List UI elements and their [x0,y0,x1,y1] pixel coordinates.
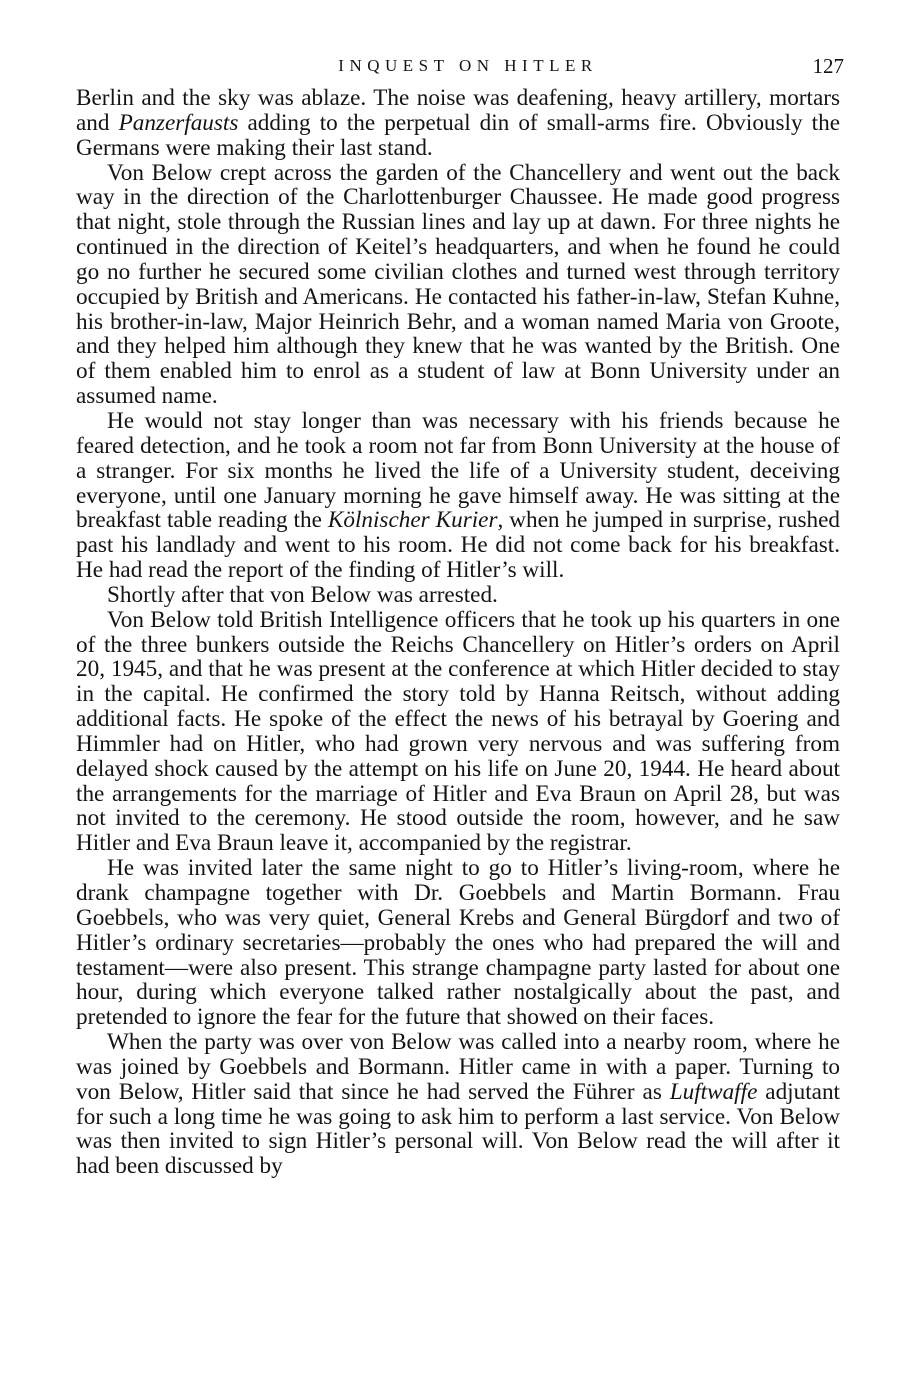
paragraph [76,409,840,583]
body-text [76,86,840,1179]
italic-text: Panzerfausts [118,109,239,136]
text-run: When the party was over von Below was called into a nearby room, where he was joined by Goebbels and Bormann. Hitler came in with a paper. Turning to von Below, Hitler said that since he had served the Führer as [76,1029,840,1105]
text-run: He would not stay longer than was necessary with his friends because he feared detection, and he took a room not far from Bonn University at the house of a stranger. For six months he lived the life of a University student, deceiving everyone, until one January morning he gave himself away. He was sitting at the breakfast table reading the [76,407,840,534]
text-run: adjutant for such a long time he was going to ask him to perform a last service. Von Below was then invited to sign Hitler’s personal will. Von Below read the will after it had been discussed by [76,1078,840,1180]
italic-text: Luftwaffe [669,1078,758,1105]
text-run: He was invited later the same night to go to Hitler’s living-room, where he drank champagne together with Dr. Goebbels and Martin Bormann. Frau Goebbels, who was very quiet, General Krebs and General Bürgdorf and two of Hitler’s ordinary secretaries—probably the ones who had prepared the will and testament—were also present. This strange champagne party lasted for about one hour, during which everyone talked rather nostalgically about the past, and pretended to ignore the fear for the future that showed on their faces. [76,855,840,1031]
paragraph [76,608,840,856]
paragraph [76,856,840,1030]
paragraph [76,583,840,608]
text-run: Von Below told British Intelligence officers that he took up his quarters in one of the three bunkers outside the Reichs Chancellery on Hitler’s orders on April 20, 1945, and that he was present at the conference at which Hitler decided to stay in the capital. He confirmed the story told by Hanna Reitsch, without adding additional facts. He spoke of the effect the news of his betrayal by Goering and Himmler had on Hitler, who had grown very nervous and was suffering from delayed shock caused by the attempt on his life on June 20, 1944. He heard about the arrangements for the marriage of Hitler and Eva Braun on April 28, but was not invited to the ceremony. He stood outside the room, however, and he saw Hitler and Eva Braun leave it, accompanied by the registrar. [76,606,840,857]
paragraph [76,161,840,409]
text-run: Von Below crept across the garden of the Chancellery and went out the back way in the direction of the Charlottenburger Chaussee. He made good progress that night, stole through the Russian lines and lay up at dawn. For three nights he continued in the direction of Keitel’s headquarters, and when he found he could go no further he secured some civilian clothes and turned west through territory occupied by British and Americans. He contacted his father-in-law, Stefan Kuhne, his brother-in-law, Major Heinrich Behr, and a woman named Maria von Groote, and they helped him although they knew that he was wanted by the British. One of them enabled him to enrol as a student of law at Bonn University under an assumed name. [76,159,840,410]
text-run: Shortly after that von Below was arrested. [107,581,498,608]
text-run: adding to the perpetual din of small-arms fire. Obviously the Germans were making their last stand. [76,109,840,161]
running-head [76,52,844,86]
running-title: INQUEST ON HITLER [338,56,598,75]
paragraph [76,1030,840,1179]
paragraph [76,86,840,161]
book-page [76,52,844,1180]
italic-text: Kölnischer Kurier [327,507,498,534]
text-run: , when he jumped in surprise, rushed past his landlady and went to his room. He did not come back for his breakfast. He had read the report of the finding of Hitler’s will. [76,507,841,584]
text-run: Berlin and the sky was ablaze. The noise was deafening, heavy artillery, mortars and [76,85,840,136]
page-number: 127 [812,54,844,78]
